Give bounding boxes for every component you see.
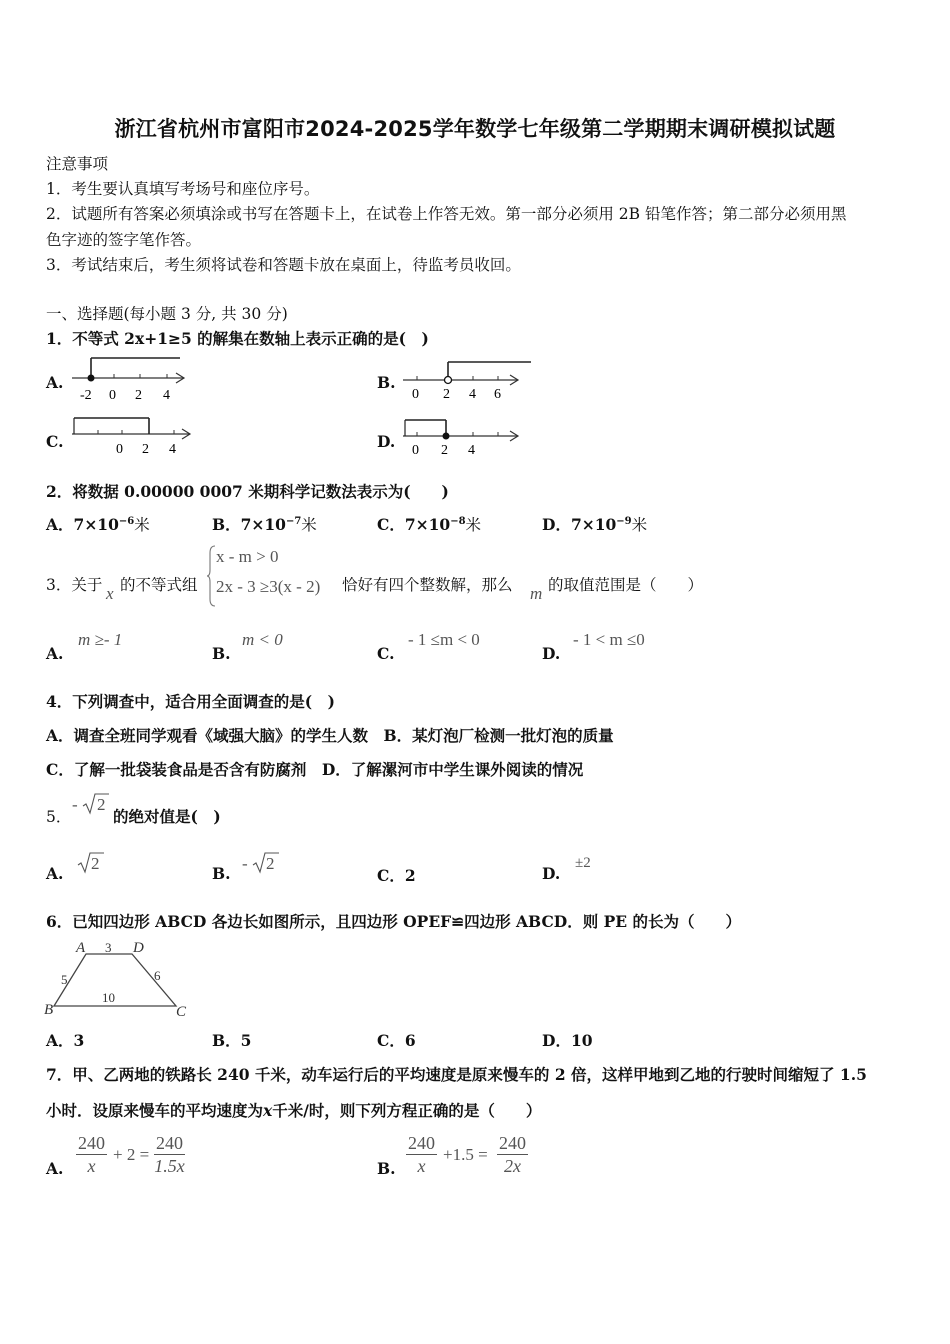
- option-label: D.: [377, 432, 396, 451]
- option-label: D.: [542, 644, 561, 663]
- option-expr: - 1 < m ≤0: [573, 630, 645, 649]
- tick-label: 4: [163, 388, 170, 403]
- svg-text:A: A: [76, 940, 86, 956]
- option-label: C.: [46, 432, 64, 451]
- tick-label: -2: [80, 388, 92, 403]
- fraction: $\frac{240}{x}$: [408, 1133, 435, 1176]
- question-3-suffix: 恰好有四个整数解，那么: [342, 576, 513, 594]
- option-a: A．3: [46, 1031, 85, 1050]
- system-line-2: 2x - 3 ≥3(x - 2): [216, 577, 321, 596]
- question-4-options-1: A．调查全班同学观看《域强大脑》的学生人数 B．某灯泡厂检测一批灯泡的质量: [46, 726, 614, 745]
- tick-label: 0: [116, 442, 123, 457]
- var-m: m: [530, 584, 543, 603]
- option-label: B.: [212, 644, 231, 663]
- operator: +1.5 =: [443, 1145, 488, 1164]
- option-a: A．$7\times 10^{-6}$米: [46, 515, 150, 534]
- option-label: B.: [212, 864, 231, 883]
- fraction: $\frac{240}{1.5x}$: [154, 1133, 185, 1176]
- option-b: B．$7\times 10^{-7}$米: [212, 515, 317, 534]
- tick-label: 2: [443, 387, 450, 402]
- option-label: B.: [377, 373, 396, 392]
- number-line-c: [72, 416, 197, 458]
- question-5-number: 5．: [46, 808, 72, 826]
- option-d: D．10: [542, 1031, 593, 1050]
- option-label: D.: [542, 864, 561, 883]
- question-7-line-2: 小时．设原来慢车的平均速度为x千米/时，则下列方程正确的是（ ）: [46, 1101, 542, 1120]
- option-d: D．$7\times 10^{-9}$米: [542, 515, 648, 534]
- svg-text:D: D: [133, 940, 144, 956]
- svg-text:C: C: [176, 1004, 187, 1020]
- question-5-text: 的绝对值是( ): [113, 807, 221, 826]
- option-expr: - 1 ≤m < 0: [408, 630, 480, 649]
- notice-item: 3．考试结束后，考生须将试卷和答题卡放在桌面上，待监考员收回。: [46, 256, 521, 274]
- number-line-d: [403, 418, 533, 460]
- option-c: C．2: [377, 866, 416, 885]
- option-label: B.: [377, 1159, 396, 1178]
- question-4: 4．下列调查中，适合用全面调查的是( ): [46, 692, 335, 711]
- trapezoid-figure: [44, 938, 194, 1020]
- question-3-mid: 的不等式组: [120, 576, 198, 594]
- page-title: 浙江省杭州市富阳市2024-2025学年数学七年级第二学期期末调研模拟试题: [114, 117, 836, 141]
- svg-text:5: 5: [61, 972, 68, 987]
- option-label: A.: [46, 644, 64, 663]
- option-c: C．$7\times 10^{-8}$米: [377, 515, 482, 534]
- tick-label: 6: [494, 387, 501, 402]
- tick-label: 0: [412, 387, 419, 402]
- question-7-line-1: 7．甲、乙两地的铁路长 240 千米，动车运行后的平均速度是原来慢车的 2 倍，这样甲地到乙地的行驶时间缩短了 1.5: [46, 1065, 867, 1084]
- tick-label: 4: [469, 387, 476, 402]
- svg-text:B: B: [44, 1002, 54, 1018]
- option-c: C．6: [377, 1031, 416, 1050]
- option-expr: m ≥- 1: [78, 630, 123, 649]
- sqrt-icon: [82, 792, 110, 816]
- var-x: x: [106, 584, 114, 603]
- tick-label: 4: [169, 442, 176, 457]
- tick-label: 2: [135, 388, 142, 403]
- tick-label: 0: [412, 443, 419, 458]
- radicand: 2: [91, 854, 100, 873]
- tick-label: 0: [109, 388, 116, 403]
- section-heading: 一、选择题(每小题 3 分, 共 30 分): [46, 305, 288, 323]
- neg-sign: -: [72, 795, 78, 814]
- neg-sign: -: [242, 854, 248, 873]
- question-1: 1．不等式 2x+1≥5 的解集在数轴上表示正确的是( ): [46, 329, 429, 348]
- option-b: B．5: [212, 1031, 252, 1050]
- tick-label: 2: [142, 442, 149, 457]
- question-3-prefix: 3．关于: [46, 576, 103, 594]
- fraction: $\frac{240}{x}$: [78, 1133, 105, 1176]
- notice-item: 1．考生要认真填写考场号和座位序号。: [46, 180, 320, 198]
- option-label: A.: [46, 1159, 64, 1178]
- option-label: C.: [377, 644, 395, 663]
- svg-text:10: 10: [102, 990, 115, 1005]
- system-line-1: x - m > 0: [216, 547, 279, 566]
- question-3-end: 的取值范围是（ ）: [548, 576, 704, 594]
- number-line-b: [403, 360, 533, 402]
- svg-text:6: 6: [154, 968, 161, 983]
- radicand: 2: [266, 854, 275, 873]
- operator: + 2 =: [113, 1145, 150, 1164]
- question-2: 2．将数据 0.00000 0007 米期科学记数法表示为( ): [46, 482, 449, 501]
- notice-heading: 注意事项: [46, 155, 109, 173]
- tick-label: 2: [441, 443, 448, 458]
- fraction: $\frac{240}{2x}$: [499, 1133, 526, 1176]
- radicand: 2: [97, 795, 106, 814]
- svg-text:3: 3: [105, 940, 112, 955]
- number-line-a: [72, 356, 192, 402]
- option-expr: m < 0: [242, 630, 283, 649]
- tick-label: 4: [468, 443, 475, 458]
- option-expr: ±2: [575, 855, 591, 871]
- option-label: A.: [46, 864, 64, 883]
- notice-item: 2．试题所有答案必须填涂或书写在答题卡上，在试卷上作答无效。第一部分必须用 2B 铅笔作答；第二部分必须用黑: [46, 205, 847, 223]
- option-label: A.: [46, 373, 64, 392]
- question-4-options-2: C．了解一批袋装食品是否含有防腐剂 D．了解漯河市中学生课外阅读的情况: [46, 760, 584, 779]
- question-6: 6．已知四边形 ABCD 各边长如图所示，且四边形 OPEF≌四边形 ABCD．则 PE 的长为（ ）: [46, 912, 741, 931]
- notice-item: 色字迹的签字笔作答。: [46, 231, 202, 249]
